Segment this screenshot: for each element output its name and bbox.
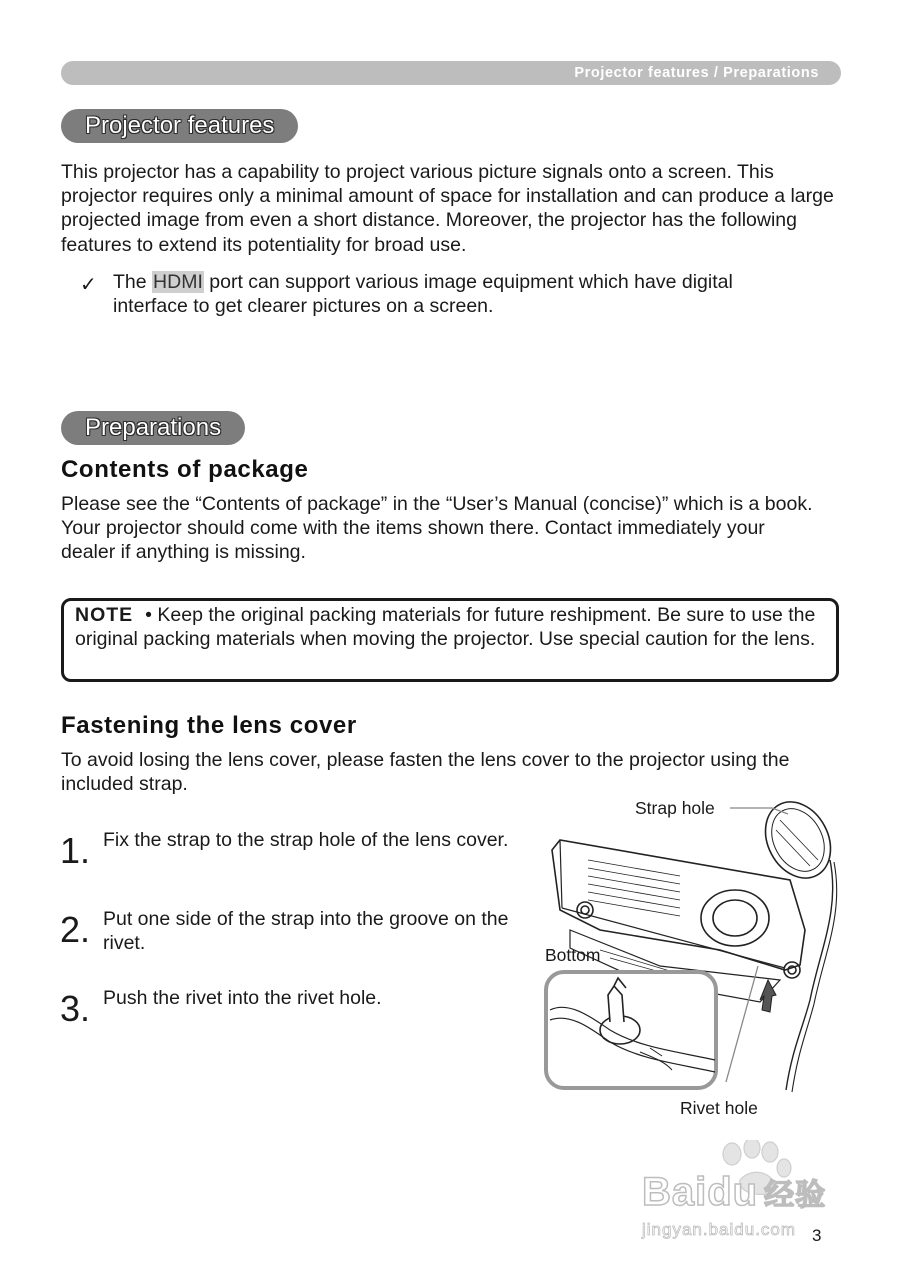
- bullet-text-pre: The: [113, 271, 153, 293]
- projector-lens: [701, 890, 769, 946]
- hdmi-term: HDMI: [153, 271, 203, 293]
- note-body: • Keep the original packing materials for future reshipment. Be sure to use the original packing materials when moving the projector. Use special caution for the lens.: [75, 604, 816, 651]
- step-1-text: Fix the strap to the strap hole of the lens cover.: [103, 829, 509, 851]
- note-box: [61, 598, 839, 682]
- rivet-hole-label: Rivet hole: [680, 1098, 758, 1118]
- features-bullet: [113, 270, 813, 318]
- features-intro: This projector has a capability to project various picture signals onto a screen. This projector requires only a minimal amount of space for installation and can produce a large projected image from even a short distance. Moreover, the projector has the following features to extend its potentiality for broad use.: [61, 161, 834, 256]
- note-text: [75, 603, 835, 651]
- step-2-text: Put one side of the strap into the groove on the rivet.: [103, 908, 509, 955]
- bullet-text-post: port can support various image equipment which have digital interface to get clearer pictures on a screen.: [113, 271, 733, 318]
- step-3-text: Push the rivet into the rivet hole.: [103, 987, 382, 1009]
- step-2-number: 2.: [60, 909, 91, 950]
- note-label: NOTE: [75, 604, 134, 626]
- check-icon: ✓: [80, 274, 97, 296]
- strap-hole-label: Strap hole: [635, 798, 715, 818]
- page-number: 3: [812, 1226, 822, 1245]
- lens-cover-shape: [753, 791, 844, 890]
- contents-heading: Contents of package: [61, 456, 309, 483]
- projector-features-pill: Projector features: [61, 109, 298, 143]
- section-path: Projector features / Preparations: [574, 65, 819, 81]
- step-1-number: 1.: [60, 830, 91, 871]
- strap-line: [786, 860, 833, 1090]
- contents-body: Please see the “Contents of package” in the “User’s Manual (concise)” which is a book. Your projector should come with the items shown there. Contact immediately your dealer if anything is missing.: [61, 493, 813, 564]
- detail-inset: [546, 972, 716, 1088]
- step-3-number: 3.: [60, 988, 91, 1029]
- lens-cover-body: To avoid losing the lens cover, please fasten the lens cover to the projector using the included strap.: [61, 749, 790, 796]
- bottom-label: Bottom: [545, 945, 601, 965]
- watermark-brand: Baidu 经验: [642, 1170, 827, 1214]
- preparations-pill: Preparations: [61, 411, 245, 445]
- push-arrow: [760, 980, 776, 1012]
- watermark-url: jingyan.baidu.com: [642, 1220, 797, 1239]
- section-header-bar: [61, 61, 841, 85]
- lens-cover-heading: Fastening the lens cover: [61, 712, 357, 739]
